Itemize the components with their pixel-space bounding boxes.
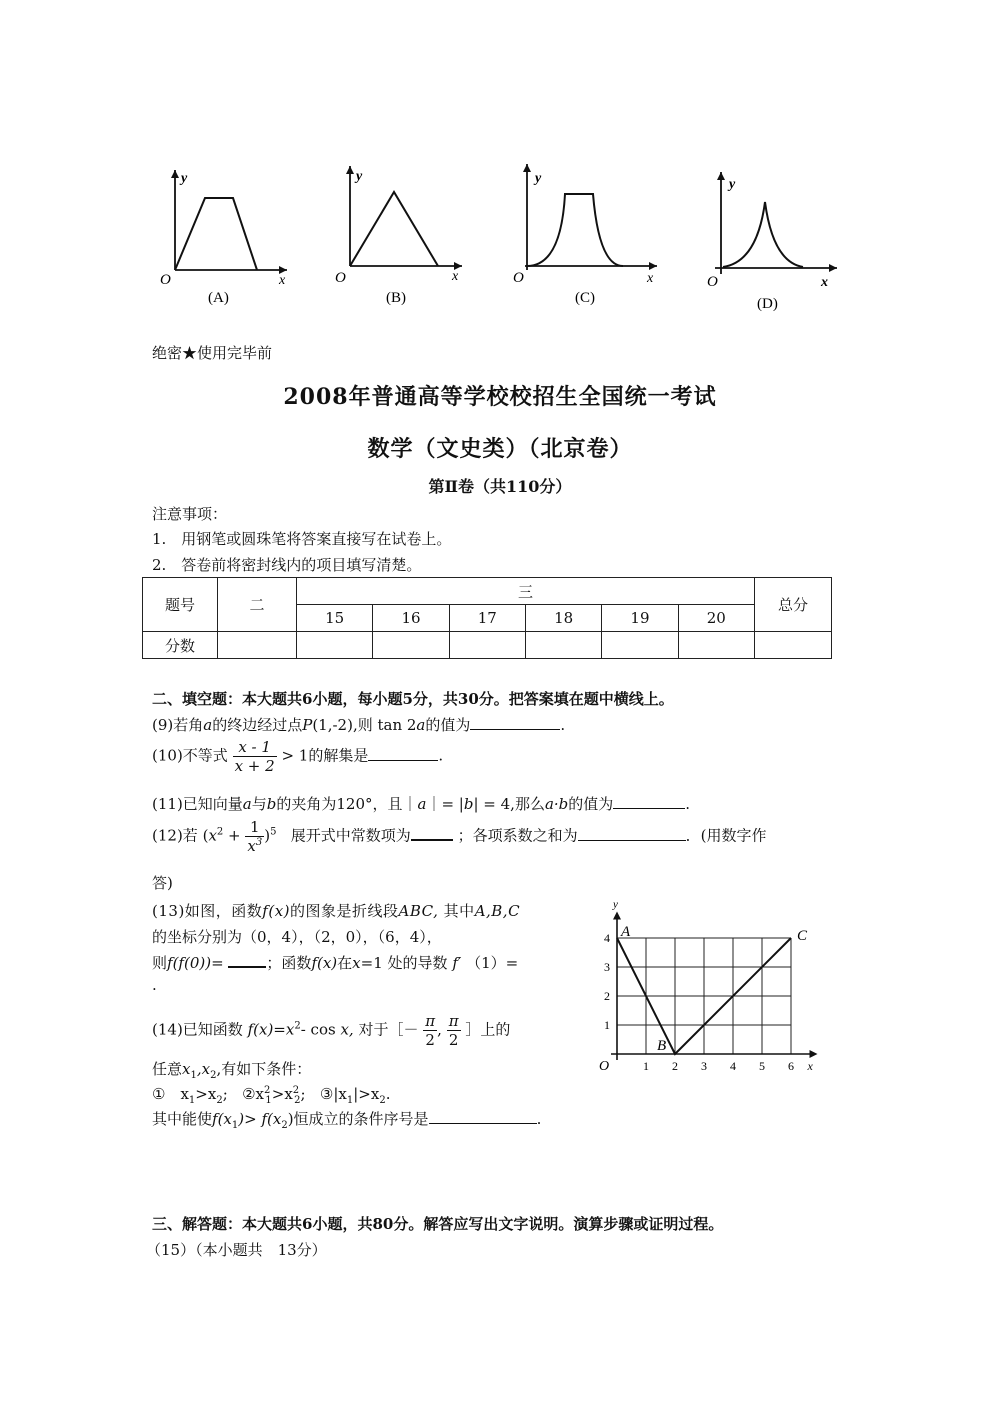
graph-c-label: (C) [575, 290, 595, 306]
point-label-b: B [657, 1038, 667, 1054]
y-tick-label: 1 [604, 1018, 610, 1032]
score-table [142, 577, 832, 659]
fraction-10: $\frac{x - 1}{x + 2}$ [234, 738, 275, 775]
origin-label: O [599, 1059, 610, 1074]
answer-blank-11[interactable] [613, 794, 685, 809]
y-tick-label: 4 [604, 931, 610, 945]
graph-c [513, 164, 657, 306]
cell-q17: 17 [449, 605, 525, 632]
point-label-c: C [797, 928, 808, 944]
graph-d-x: x [821, 275, 828, 290]
graph-b-x: x [452, 269, 459, 284]
cell-q18: 18 [525, 605, 601, 632]
y-tick-label: 2 [604, 989, 610, 1003]
question-12-cont: 答) [152, 874, 173, 892]
cell-q15: 15 [297, 605, 373, 632]
note-item-2: 2. 答卷前将密封线内的项目填写清楚。 [152, 556, 422, 574]
question-15-heading: （15）（本小题共 13分） [146, 1241, 327, 1259]
fraction-12: $\frac{1}{x^3}$ [247, 818, 263, 855]
x-tick-label: 4 [730, 1059, 736, 1073]
x-axis-label: x [807, 1059, 813, 1073]
answer-blank-12b[interactable] [578, 826, 686, 841]
question-9: (9)若角a的终边经过点P(1,-2),则 tan 2a的值为 . [152, 716, 566, 734]
question-14-conditions: ① $x_1>x_2$; $②x^2_1>x^2_2$; $③|x_1|>x_2$. [152, 1085, 391, 1106]
graph-d-label: (D) [757, 296, 778, 312]
question-12: (12)若 ($x^2$ + $\frac{1}{x^3}$ )$^5$ 展开式中常数项为 ；各项系数之和为 ．(用数字作 [152, 818, 767, 855]
note-item-1: 1. 用钢笔或圆珠笔将答案直接写在试卷上。 [152, 530, 452, 548]
cell-total-label: 总分 [755, 578, 832, 632]
y-axis-arrow [613, 912, 621, 920]
score-input-18[interactable] [525, 632, 601, 659]
graph-b-y: y [356, 169, 363, 184]
score-input-20[interactable] [678, 632, 754, 659]
x-tick-label: 6 [788, 1059, 794, 1073]
score-input-19[interactable] [602, 632, 678, 659]
question-14-line2: 任意$x_1,x_2$,有如下条件： [152, 1060, 312, 1081]
answer-blank-12a[interactable] [411, 825, 453, 841]
volume-title: 第Ⅱ卷（共110分） [428, 477, 572, 496]
graph-a-label: (A) [208, 290, 229, 306]
cell-problem-label: 题号 [143, 578, 218, 632]
cell-section-two: 二 [218, 578, 297, 632]
exam-subtitle: 数学（文史类）（北京卷） [367, 436, 633, 462]
answer-blank-13a[interactable] [228, 952, 266, 968]
question-13-line2: 的坐标分别为（0，4），（2，0），（6，4）， [152, 928, 442, 946]
cell-score-label: 分数 [143, 632, 218, 659]
fraction-neg-pi-2: $\frac{\pi}{2}$ [425, 1012, 436, 1049]
graph-d-origin: O [707, 274, 718, 290]
question-10: (10)不等式 $\frac{x - 1}{x + 2}$ > 1的解集是 . [152, 738, 444, 775]
answer-blank-9[interactable] [470, 715, 560, 730]
fraction-pi-2: $\frac{\pi}{2}$ [448, 1012, 459, 1049]
q13-chart [595, 902, 835, 1082]
score-input-total[interactable] [755, 632, 832, 659]
confidential-mark: 绝密★使用完毕前 [152, 344, 273, 362]
graph-c-y: y [535, 171, 542, 186]
point-label-a: A [621, 924, 631, 940]
y-axis-label: y [613, 902, 618, 911]
score-input-17[interactable] [449, 632, 525, 659]
graph-a-origin: O [160, 272, 171, 288]
question-14-line4: 其中能使$f(x_1)> f(x_2)$恒成立的条件序号是 . [152, 1110, 542, 1131]
question-13-line1: (13)如图，函数f(x)的图象是折线段ABC, 其中A,B,C [152, 902, 521, 920]
section3-heading: 三、解答题：本大题共6小题，共80分。解答应写出文字说明。演算步骤或证明过程。 [152, 1215, 724, 1233]
graph-a-y: y [181, 171, 188, 186]
graph-b-origin: O [335, 270, 346, 286]
graph-c-origin: O [513, 270, 524, 286]
question-11: (11)已知向量a与b的夹角为120°，且｜a｜= |b| = 4,那么a·b的值为 . [152, 795, 691, 813]
notes-heading: 注意事项： [152, 505, 228, 523]
answer-blank-10[interactable] [368, 746, 438, 761]
question-13-line4: . [152, 976, 157, 994]
graph-a [160, 170, 287, 306]
y-tick-label: 3 [604, 960, 610, 974]
graph-d [707, 172, 837, 312]
cell-q16: 16 [373, 605, 449, 632]
answer-blank-14[interactable] [429, 1109, 537, 1124]
cell-section-three: 三 [297, 578, 755, 605]
question-13-line3: 则f(f(0))= ；函数f(x)在x=1 处的导数 f′ （1）= [152, 954, 519, 972]
graph-a-x: x [279, 273, 286, 288]
exam-title: 2008年普通高等学校校招生全国统一考试 [283, 384, 717, 410]
x-tick-label: 2 [672, 1059, 678, 1073]
cell-q19: 19 [602, 605, 678, 632]
section2-heading: 二、填空题：本大题共6小题，每小题5分，共30分。把答案填在题中横线上。 [152, 690, 674, 708]
graph-d-y: y [729, 177, 736, 192]
score-input-two[interactable] [218, 632, 297, 659]
graph-c-x: x [647, 271, 654, 286]
top-graphs [140, 150, 860, 330]
x-tick-label: 1 [643, 1059, 649, 1073]
x-tick-label: 3 [701, 1059, 707, 1073]
graph-b-label: (B) [386, 290, 406, 306]
x-tick-label: 5 [759, 1059, 765, 1073]
x-axis-arrow [810, 1050, 818, 1058]
graph-b [335, 166, 462, 306]
score-input-15[interactable] [297, 632, 373, 659]
question-14-line1: (14)已知函数 $f(x)=x^2-$ cos x, 对于［－ $\frac{\pi}{2}$ , $\frac{\pi}{2}$ ］上的 [152, 1012, 511, 1049]
score-input-16[interactable] [373, 632, 449, 659]
cell-q20: 20 [678, 605, 754, 632]
